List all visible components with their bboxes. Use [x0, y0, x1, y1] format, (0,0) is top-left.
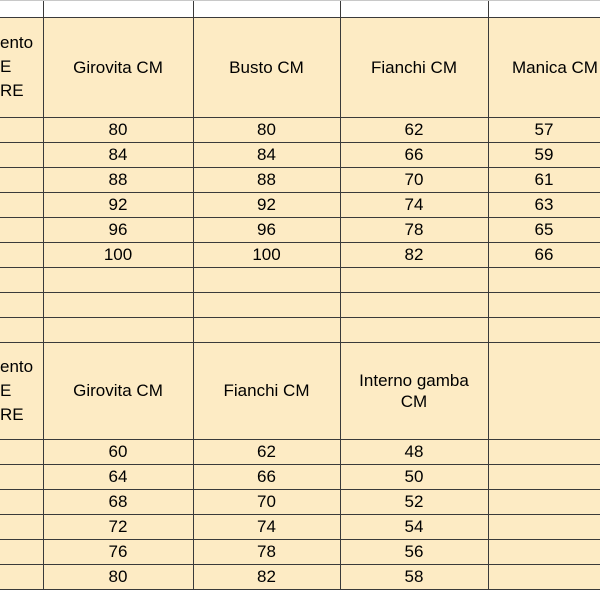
- table_top-cell: 96: [257, 220, 276, 239]
- table_top-cell: [193, 267, 340, 292]
- table_top-left-header-line: ento: [0, 33, 34, 52]
- table_bottom-header-4: [488, 342, 600, 439]
- table_top-cell: 100: [252, 245, 281, 264]
- table_bottom-cell: 76: [108, 542, 128, 561]
- table_bottom-cell: 72: [108, 517, 128, 536]
- table_bottom-header-3: Interno gamba CM: [359, 370, 469, 411]
- table_top-cell: [43, 292, 193, 317]
- table_top-cell: [340, 317, 488, 342]
- table_top-left-header-line: RE: [0, 81, 24, 100]
- table_top-left-header-line: E: [0, 57, 12, 76]
- table_top-header-4: Manica CM: [512, 57, 598, 77]
- table_bottom-left-header-line: ento: [0, 356, 34, 376]
- table_top-cell: 100: [103, 245, 133, 264]
- table_bottom-cell: [488, 539, 600, 564]
- table_bottom-cell: 74: [257, 517, 276, 536]
- grid-line-horizontal: [0, 589, 600, 590]
- grid-line-horizontal: [0, 539, 600, 540]
- table_top-cell: [43, 267, 193, 292]
- grid-line-horizontal: [0, 267, 600, 268]
- grid-line-horizontal: [0, 142, 600, 143]
- table_top-left-header: [0, 17, 43, 117]
- table_top-cell: [340, 292, 488, 317]
- grid-line-vertical: [193, 0, 194, 590]
- table_top-cell: 62: [404, 120, 424, 139]
- table_bottom-cell: 56: [404, 542, 424, 561]
- grid-line-horizontal: [0, 17, 600, 18]
- table_top-cell: 88: [257, 170, 276, 189]
- table_top-cell: 92: [257, 195, 276, 214]
- table_top-header-3: Fianchi CM: [371, 57, 457, 77]
- table_bottom-left-header-line: RE: [0, 404, 24, 424]
- grid-line-top: [0, 0, 600, 1]
- table_top-cell: 78: [404, 220, 424, 239]
- table_bottom-cell: 50: [404, 467, 424, 486]
- table_top-cell: [488, 317, 600, 342]
- table_top-cell: 57: [534, 120, 554, 139]
- table_bottom-header-2: Fianchi CM: [223, 381, 310, 400]
- grid-line-horizontal: [0, 217, 600, 218]
- table_top-cell: 66: [404, 145, 424, 164]
- table_bottom-cell: [488, 514, 600, 539]
- table_top-cell: [43, 317, 193, 342]
- table_top-cell: 63: [534, 195, 554, 214]
- grid-line-vertical: [340, 0, 341, 590]
- table_bottom-cell: 78: [257, 542, 276, 561]
- table_top-cell: 92: [108, 195, 128, 214]
- table_top-cell: 59: [534, 145, 554, 164]
- table_top-cell: 84: [108, 145, 128, 164]
- table_bottom-header-1: Girovita CM: [73, 381, 163, 400]
- table_top-header-2: Busto CM: [229, 57, 304, 77]
- table_top-cell: 82: [404, 245, 424, 264]
- table_bottom-cell: 64: [108, 467, 128, 486]
- grid-line-horizontal: [0, 242, 600, 243]
- table_top-cell: 70: [404, 170, 424, 189]
- table_top-cell: 88: [108, 170, 128, 189]
- table_top-cell: 61: [534, 170, 554, 189]
- table_top-cell: [340, 267, 488, 292]
- table_top-header-1: Girovita CM: [73, 57, 163, 77]
- table_bottom-cell: 54: [404, 517, 424, 536]
- grid-line-horizontal: [0, 439, 600, 440]
- grid-line-horizontal: [0, 117, 600, 118]
- table_bottom-left-header: [0, 342, 43, 439]
- table_bottom-cell: 60: [108, 442, 128, 461]
- table_bottom-cell: 80: [108, 567, 128, 586]
- table_bottom-left-header-line: E: [0, 380, 12, 400]
- table_bottom-cell: [488, 489, 600, 514]
- grid-line-horizontal: [0, 317, 600, 318]
- table_bottom-cell: [488, 439, 600, 464]
- table_bottom-cell: [488, 564, 600, 589]
- grid-line-vertical: [488, 0, 489, 590]
- table_bottom-cell: 66: [257, 467, 276, 486]
- grid-line-horizontal: [0, 489, 600, 490]
- table_bottom-cell: 70: [257, 492, 276, 511]
- table_top-cell: 66: [534, 245, 554, 264]
- table_bottom-cell: 52: [404, 492, 424, 511]
- grid-line-horizontal: [0, 192, 600, 193]
- table_top-cell: [193, 317, 340, 342]
- table_bottom-cell: 58: [404, 567, 424, 586]
- table_bottom-cell: 62: [257, 442, 276, 461]
- table_top-cell: [488, 292, 600, 317]
- grid-line-vertical: [43, 0, 44, 590]
- table_top-cell: 74: [404, 195, 424, 214]
- table_top-cell: [193, 292, 340, 317]
- table_top-cell: 65: [534, 220, 554, 239]
- grid-line-horizontal: [0, 464, 600, 465]
- table_top-cell: 84: [257, 145, 276, 164]
- grid-line-horizontal: [0, 167, 600, 168]
- grid-line-horizontal: [0, 514, 600, 515]
- table_bottom-cell: [488, 464, 600, 489]
- table_top-cell: 96: [108, 220, 128, 239]
- grid-line-horizontal: [0, 564, 600, 565]
- table_top-cell: [488, 267, 600, 292]
- table_top-cell: 80: [257, 120, 276, 139]
- table_bottom-cell: 48: [404, 442, 424, 461]
- grid-line-horizontal: [0, 292, 600, 293]
- grid-line-horizontal: [0, 342, 600, 343]
- table_top-cell: 80: [108, 120, 128, 139]
- table_bottom-cell: 68: [108, 492, 128, 511]
- table_bottom-cell: 82: [257, 567, 276, 586]
